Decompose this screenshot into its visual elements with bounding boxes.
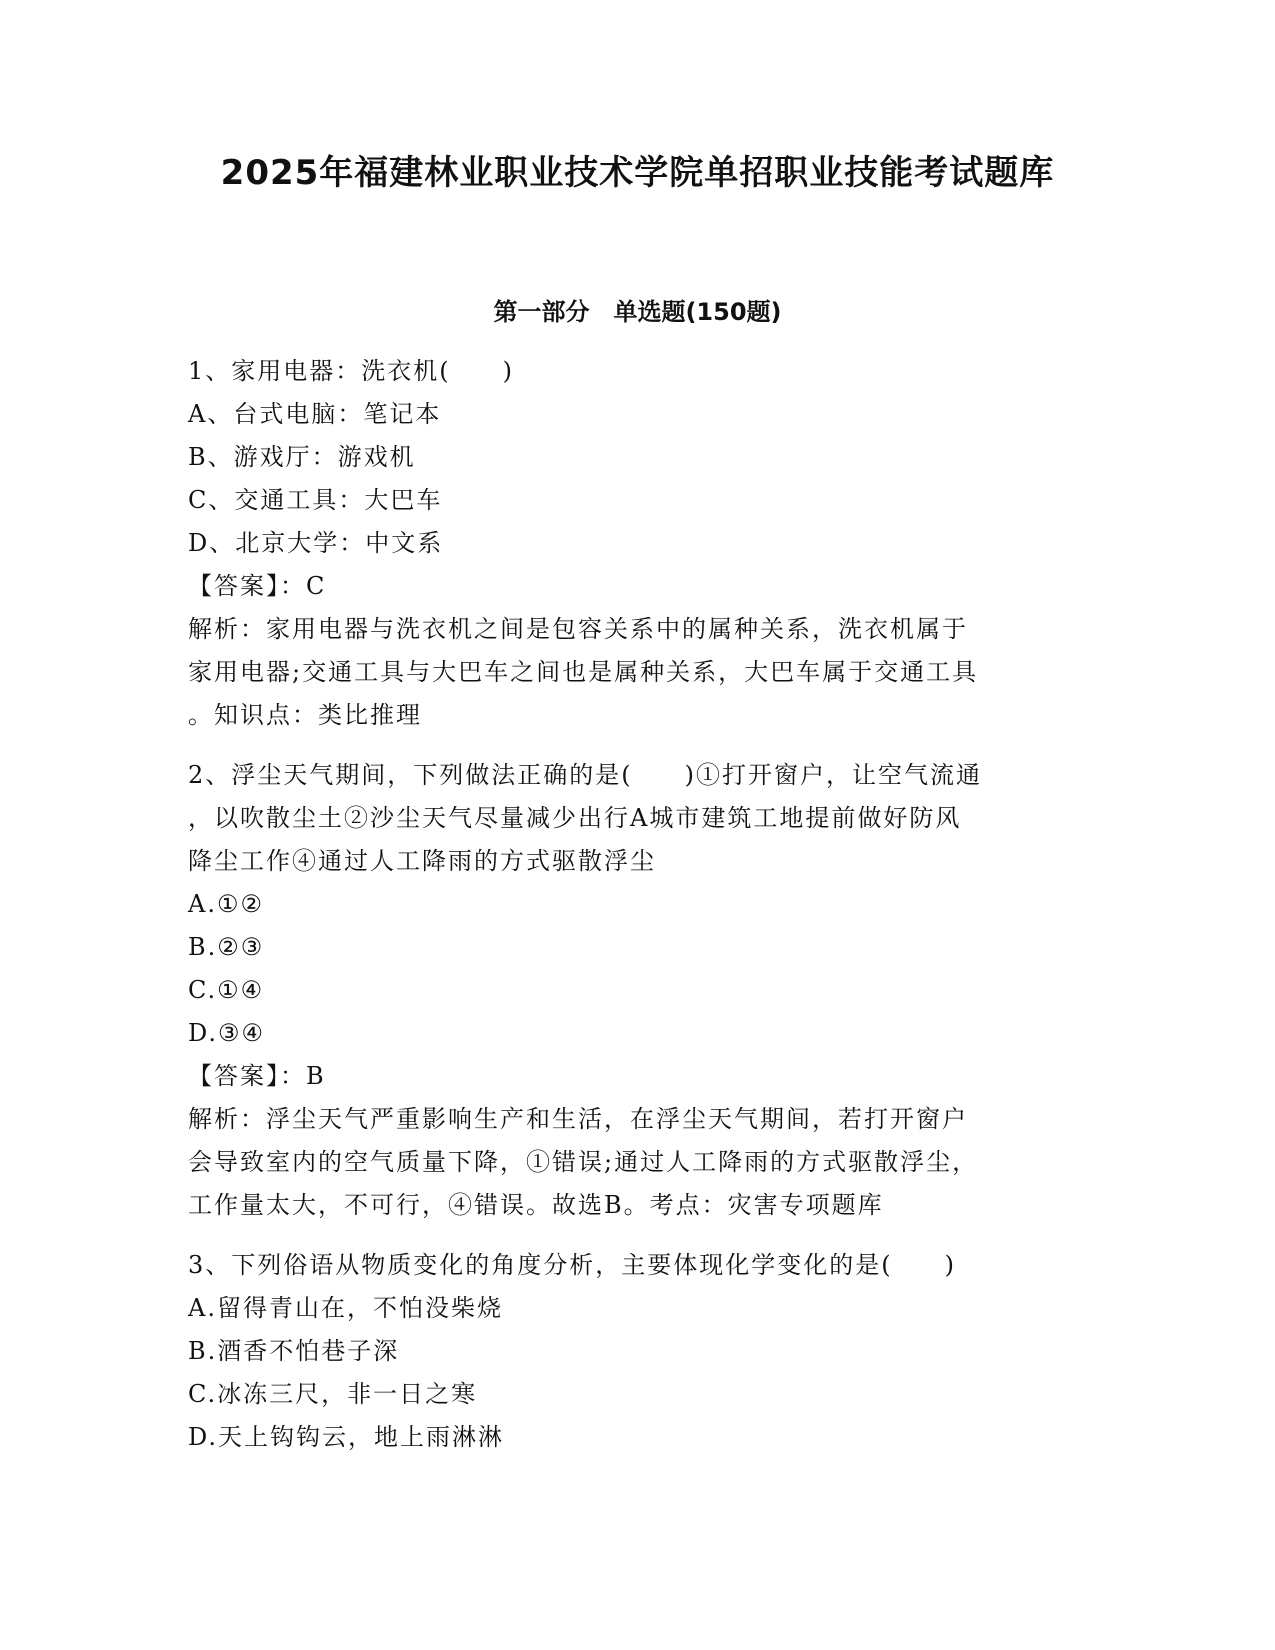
option-b: B.②③	[188, 933, 265, 961]
option-b: B、游戏厅：游戏机	[188, 443, 416, 471]
analysis-line: 。知识点：类比推理	[188, 701, 422, 729]
option-d: D、北京大学：中文系	[188, 529, 444, 557]
question-stem: 2、浮尘天气期间，下列做法正确的是( )①打开窗户，让空气流通	[188, 761, 982, 789]
analysis-line: 解析：浮尘天气严重影响生产和生活，在浮尘天气期间，若打开窗户	[188, 1105, 968, 1133]
option-a: A、台式电脑：笔记本	[188, 400, 442, 428]
option-d: D.天上钩钩云，地上雨淋淋	[188, 1423, 505, 1451]
document-title: 2025年福建林业职业技术学院单招职业技能考试题库	[220, 153, 1055, 193]
option-c: C、交通工具：大巴车	[188, 486, 443, 514]
question-stem: ，以吹散尘土②沙尘天气尽量减少出行A城市建筑工地提前做好防风	[188, 804, 962, 832]
question-3	[188, 1244, 1068, 1459]
question-2	[188, 754, 1068, 1227]
section-title: 第一部分 单选题(150题)	[493, 298, 782, 326]
question-1	[188, 350, 1068, 737]
analysis-line: 解析：家用电器与洗衣机之间是包容关系中的属种关系，洗衣机属于	[188, 615, 968, 643]
answer: 【答案】：B	[188, 1062, 326, 1090]
option-a: A.留得青山在，不怕没柴烧	[188, 1294, 503, 1322]
option-c: C.①④	[188, 976, 265, 1004]
answer: 【答案】：C	[188, 572, 327, 600]
question-stem: 3、下列俗语从物质变化的角度分析，主要体现化学变化的是( )	[188, 1251, 956, 1279]
option-c: C.冰冻三尺，非一日之寒	[188, 1380, 478, 1408]
question-list	[188, 350, 1068, 1476]
analysis-line: 工作量太大，不可行，④错误。故选B。考点：灾害专项题库	[188, 1191, 884, 1219]
question-stem: 1、家用电器：洗衣机( )	[188, 357, 514, 385]
option-a: A.①②	[188, 890, 264, 918]
analysis-line: 家用电器;交通工具与大巴车之间也是属种关系，大巴车属于交通工具	[188, 658, 979, 686]
option-d: D.③④	[188, 1019, 266, 1047]
analysis-line: 会导致室内的空气质量下降，①错误;通过人工降雨的方式驱散浮尘，	[188, 1148, 979, 1176]
option-b: B.酒香不怕巷子深	[188, 1337, 400, 1365]
question-stem: 降尘工作④通过人工降雨的方式驱散浮尘	[188, 847, 656, 875]
